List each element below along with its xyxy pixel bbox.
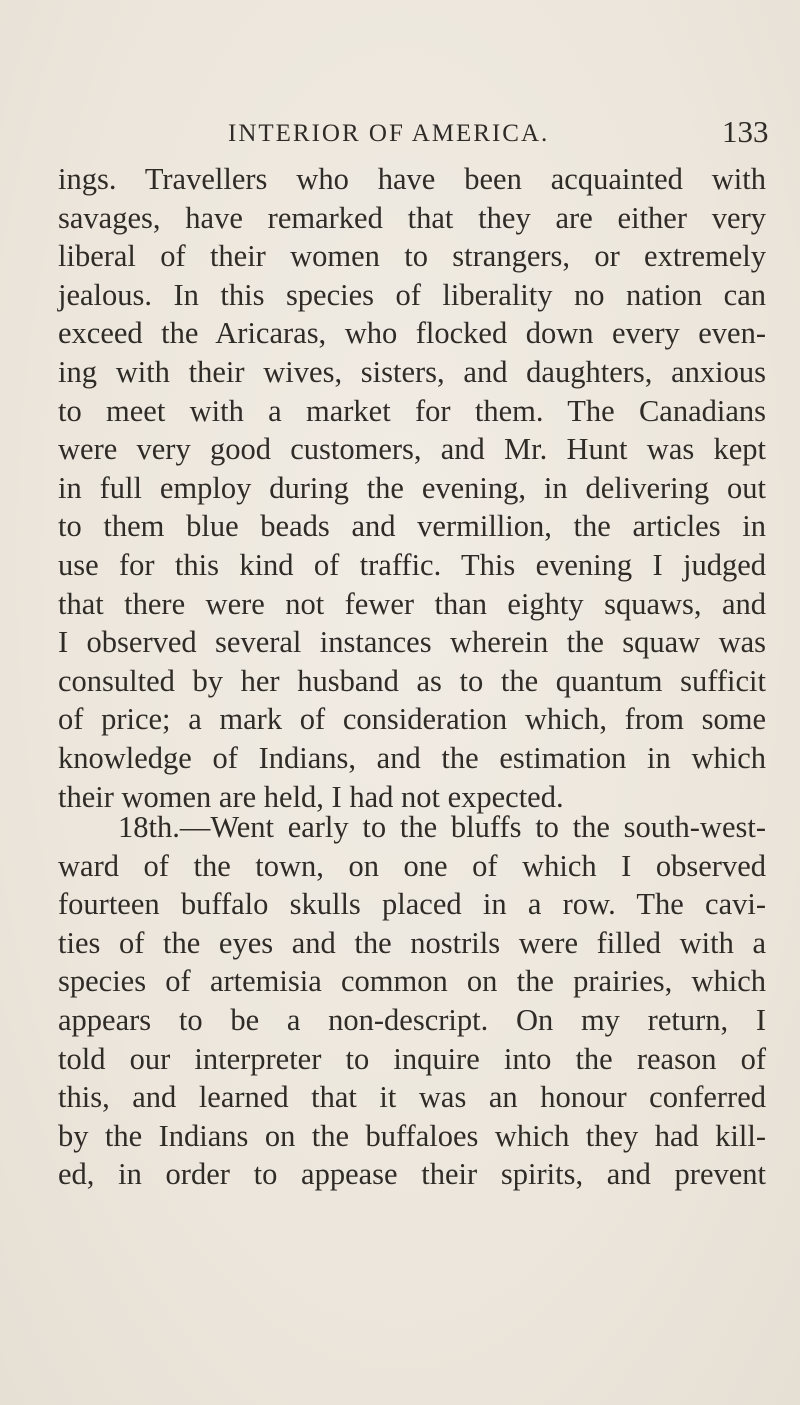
- text-line: ed, in order to appease their spirits, and prevent: [58, 1157, 766, 1192]
- text-line: in full employ during the evening, in delivering out: [58, 470, 766, 505]
- text-line: knowledge of Indians, and the estimation in which: [58, 740, 766, 775]
- page-header: [0, 112, 800, 152]
- text-line: savages, have remarked that they are either very: [58, 200, 766, 235]
- text-line: told our interpreter to inquire into the reason of: [58, 1041, 766, 1076]
- text-line: liberal of their women to strangers, or extremely: [58, 239, 766, 274]
- text-line: were very good customers, and Mr. Hunt was kept: [58, 432, 766, 467]
- text-line: of price; a mark of consideration which, from some: [58, 702, 766, 737]
- text-line: this, and learned that it was an honour conferred: [58, 1080, 766, 1115]
- text-line: 18th.—Went early to the bluffs to the south-west-: [118, 810, 766, 844]
- text-line: I observed several instances wherein the squaw was: [58, 625, 766, 660]
- text-line: to them blue beads and vermillion, the articles in: [58, 509, 766, 544]
- text-line: fourteen buffalo skulls placed in a row. The cavi-: [58, 887, 766, 922]
- text-line: species of artemisia common on the prairies, which: [58, 964, 766, 999]
- text-line: exceed the Aricaras, who flocked down every even-: [58, 316, 766, 351]
- text-line: ties of the eyes and the nostrils were filled with a: [58, 925, 766, 960]
- paragraph-2: [58, 808, 766, 1194]
- running-title: INTERIOR OF AMERICA.: [228, 120, 550, 147]
- text-line: use for this kind of traffic. This evening I judged: [58, 547, 766, 582]
- text-line: to meet with a market for them. The Canadians: [58, 393, 766, 428]
- text-line: by the Indians on the buffaloes which they had kill-: [58, 1118, 766, 1153]
- text-line: jealous. In this species of liberality no nation can: [58, 277, 766, 312]
- text-line: consulted by her husband as to the quantum sufficit: [58, 663, 766, 698]
- page-number: 133: [722, 114, 769, 149]
- text-line: appears to be a non-descript. On my return, I: [58, 1002, 766, 1037]
- text-line: ing with their wives, sisters, and daughters, anxious: [58, 354, 766, 389]
- text-line: ward of the town, on one of which I observed: [58, 848, 766, 883]
- text-line: that there were not fewer than eighty squaws, and: [58, 586, 766, 621]
- text-line: ings. Travellers who have been acquainted with: [58, 162, 766, 196]
- text-line: their women are held, I had not expected.: [58, 779, 564, 814]
- paragraph-1: [58, 160, 766, 816]
